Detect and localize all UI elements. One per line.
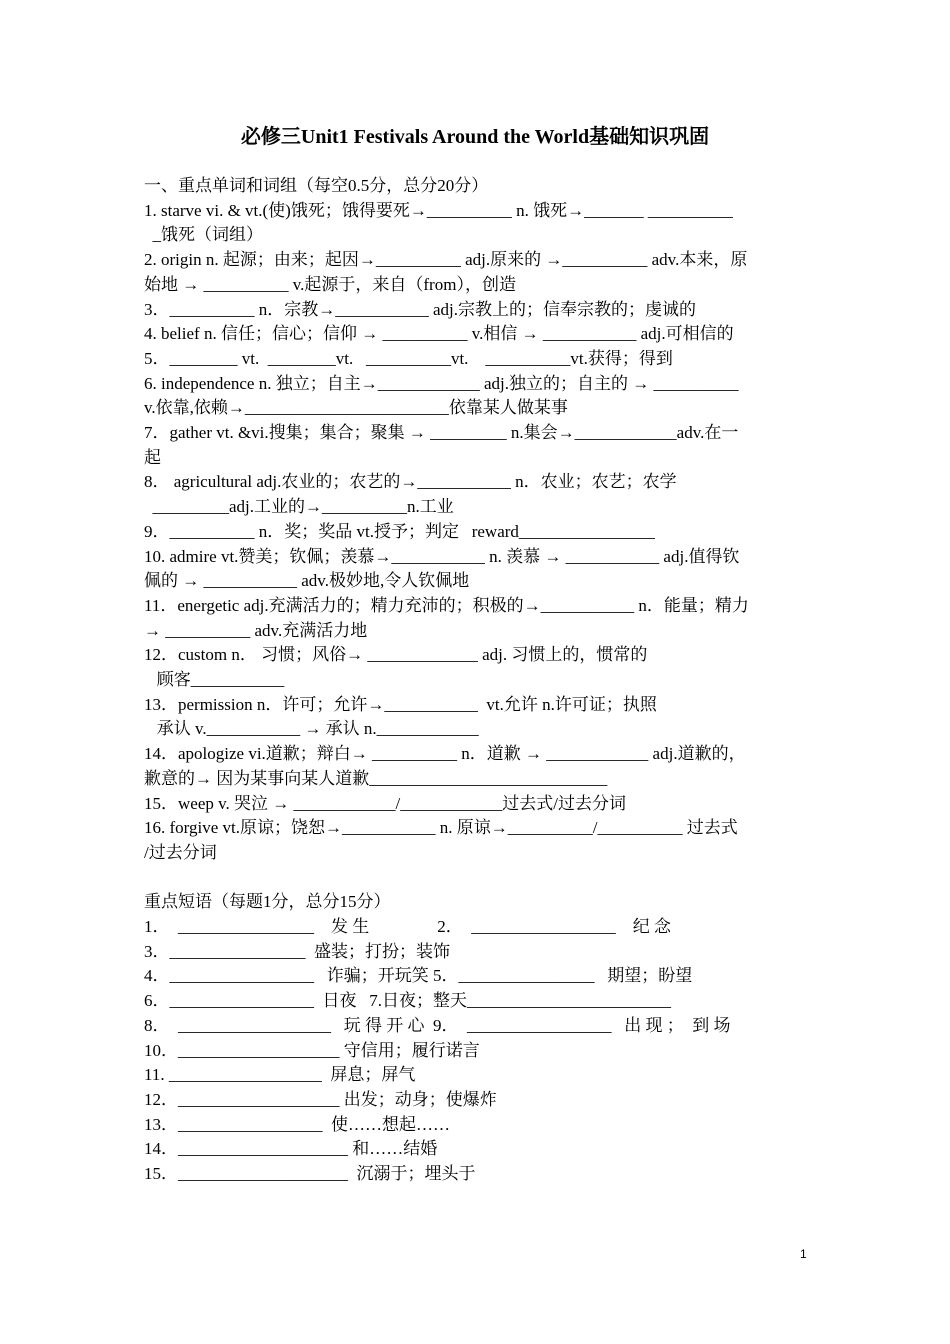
worksheet-line: 13．permission n．许可；允许→___________ vt.允许 n.许可证；执照 [144,694,657,714]
worksheet-body [144,174,807,1187]
worksheet-line: 15．weep v. 哭泣 → ____________/____________过去式/过去分词 [144,793,626,813]
worksheet-line: 6．_________________ 日夜 7.日夜；整天________________________ [144,991,671,1011]
worksheet-line: 顾客___________ [144,670,285,690]
worksheet-line: 3．________________ 盛装；打扮；装饰 [144,941,450,961]
worksheet-line: 3．__________ n．宗教→___________ adj.宗教上的；信奉宗教的；虔诚的 [144,299,697,319]
worksheet-line: 10．___________________ 守信用；履行诺言 [144,1040,480,1060]
worksheet-line: 4. belief n. 信任；信心；信仰 → __________ v.相信 → ___________ adj.可相信的 [144,324,734,344]
worksheet-line: 起 [144,447,161,467]
worksheet-line: 14．apologize vi.道歉；辩白→ __________ n．道歉 → ____________ adj.道歉的， [144,744,746,764]
worksheet-line: 11．energetic adj.充满活力的；精力充沛的；积极的→___________ n．能量；精力 [144,595,749,615]
worksheet-line: 始地 → __________ v.起源于，来自（from），创造 [144,274,516,294]
worksheet-line: 9．__________ n．奖；奖品 vt.授予；判定 reward________________ [144,521,655,541]
worksheet-line: 4．_________________ 诈骗；开玩笑 5．________________ 期望；盼望 [144,966,693,986]
worksheet-line: _饿死（词组） [144,225,263,245]
worksheet-line: 1． ________________ 发 生 2． _________________ 纪 念 [144,917,671,937]
worksheet-line: 重点短语（每题1分，总分15分） [144,892,391,912]
worksheet-line: 7．gather vt. &vi.搜集；集合；聚集 → _________ n.集会→____________adv.在一 [144,423,739,443]
worksheet-line: _________adj.工业的→__________n.工业 [144,497,454,517]
document-title: 必修三Unit1 Festivals Around the World基础知识巩固 [240,126,710,148]
worksheet-line: 12．custom n． 习惯；风俗→ _____________ adj. 习惯上的，惯常的 [144,645,648,665]
worksheet-line: 14．____________________ 和……结婚 [144,1139,438,1159]
worksheet-line: 8． __________________ 玩 得 开 心 9． _________________ 出 现 ； 到 场 [144,1015,731,1035]
worksheet-line: 佩的 → ___________ adv.极妙地,令人钦佩地 [144,571,470,591]
worksheet-line: v.依靠,依赖→________________________依靠某人做某事 [144,398,568,418]
page-number: 1 [800,1247,807,1261]
worksheet-line: 2. origin n. 起源；由来；起因→__________ adj.原来的 →__________ adv.本来，原 [144,250,748,270]
worksheet-line: 15．____________________ 沉溺于；埋头于 [144,1164,476,1184]
worksheet-line: 10. admire vt.赞美；钦佩；羡慕→___________ n. 羡慕 → ___________ adj.值得钦 [144,546,740,566]
blank-line [144,866,807,891]
worksheet-line: 歉意的→ 因为某事向某人道歉____________________________ [144,768,608,788]
worksheet-line: 8． agricultural adj.农业的；农艺的→___________ n．农业；农艺；农学 [144,472,677,492]
worksheet-line: 12．___________________ 出发；动身；使爆炸 [144,1090,497,1109]
worksheet-line: 16. forgive vt.原谅；饶恕→___________ n. 原谅→__________/__________ 过去式 [144,818,738,838]
worksheet-line: 11. __________________ 屏息；屏气 [144,1065,416,1085]
worksheet-line: 1. starve vi. & vt.(使)饿死；饿得要死→__________ n. 饿死→_______ __________ [144,200,733,220]
worksheet-line: 13．_________________ 使……想起…… [144,1114,450,1134]
worksheet-line: 5．________ vt. ________vt. __________vt. __________vt.获得；得到 [144,348,673,368]
worksheet-line: 一、重点单词和词组（每空0.5分，总分20分） [144,176,489,195]
worksheet-line: → __________ adv.充满活力地 [144,620,368,640]
worksheet-line: /过去分词 [144,842,217,862]
worksheet-line: 6. independence n. 独立；自主→____________ adj.独立的；自主的 → __________ [144,373,739,393]
worksheet-line: 承认 v.___________ → 承认 n.____________ [144,719,479,739]
